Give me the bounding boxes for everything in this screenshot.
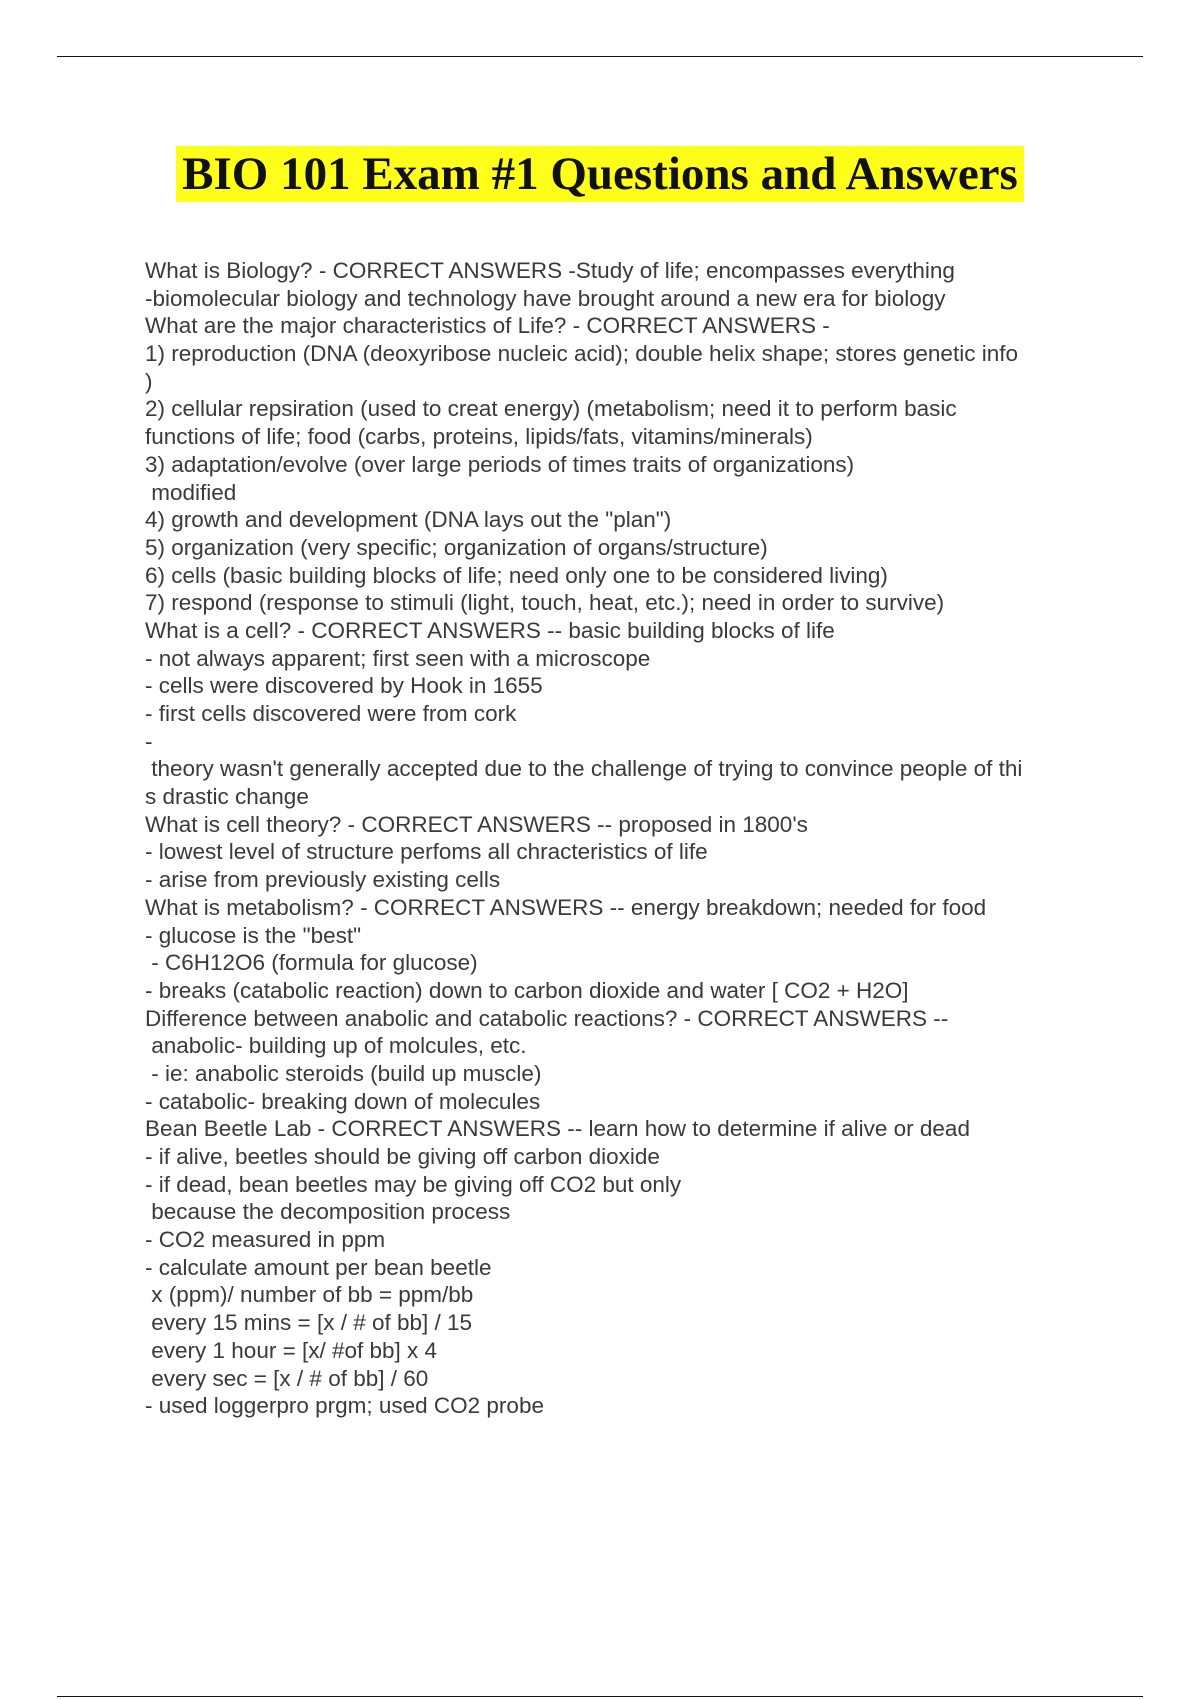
text-line: 7) respond (response to stimuli (light, touch, heat, etc.); need in order to survive)	[145, 590, 945, 616]
text-line: - C6H12O6 (formula for glucose)	[145, 950, 478, 976]
text-line: -	[145, 728, 153, 754]
text-line: - calculate amount per bean beetle	[145, 1254, 492, 1280]
text-line: -biomolecular biology and technology have brought around a new era for biology	[145, 285, 946, 311]
document-body	[145, 257, 1105, 1420]
text-line: - cells were discovered by Hook in 1655	[145, 673, 543, 699]
text-line: - catabolic- breaking down of molecules	[145, 1088, 541, 1114]
text-line: because the decomposition process	[145, 1199, 511, 1225]
text-line: What is Biology? - CORRECT ANSWERS -Study of life; encompasses everything	[145, 258, 955, 283]
text-line: What is a cell? - CORRECT ANSWERS -- basic building blocks of life	[145, 617, 835, 643]
text-line: s drastic change	[145, 784, 309, 810]
text-line: functions of life; food (carbs, proteins, lipids/fats, vitamins/minerals)	[145, 424, 813, 450]
text-line: 5) organization (very specific; organization of organs/structure)	[145, 534, 768, 560]
text-line: 6) cells (basic building blocks of life; need only one to be considered living)	[145, 562, 888, 588]
text-line: What are the major characteristics of Life? - CORRECT ANSWERS -	[145, 313, 830, 339]
text-line: - ie: anabolic steroids (build up muscle)	[145, 1060, 542, 1086]
text-line: every sec = [x / # of bb] / 60	[145, 1365, 429, 1391]
text-line: anabolic- building up of molcules, etc.	[145, 1033, 527, 1059]
text-line: 4) growth and development (DNA lays out the "plan")	[145, 507, 672, 533]
text-line: x (ppm)/ number of bb = ppm/bb	[145, 1282, 474, 1308]
text-line: - not always apparent; first seen with a microscope	[145, 645, 651, 671]
title-container	[0, 146, 1200, 202]
text-line: - glucose is the "best"	[145, 922, 362, 948]
text-line: 1) reproduction (DNA (deoxyribose nucleic acid); double helix shape; stores genetic info	[145, 341, 1018, 367]
page-title: BIO 101 Exam #1 Questions and Answers	[176, 146, 1024, 202]
text-line: - breaks (catabolic reaction) down to carbon dioxide and water [ CO2 + H2O]	[145, 977, 909, 1003]
text-line: - used loggerpro prgm; used CO2 probe	[145, 1393, 544, 1419]
text-line: theory wasn't generally accepted due to the challenge of trying to convince people of thi	[145, 756, 1023, 782]
text-line: )	[145, 368, 153, 394]
text-line: - if alive, beetles should be giving off carbon dioxide	[145, 1144, 660, 1169]
top-rule	[57, 56, 1143, 57]
text-line: 2) cellular repsiration (used to creat energy) (metabolism; need it to perform basic	[145, 396, 957, 422]
text-line: modified	[145, 479, 237, 505]
text-line: every 1 hour = [x/ #of bb] x 4	[145, 1337, 438, 1363]
text-line: - first cells discovered were from cork	[145, 701, 517, 726]
text-line: every 15 mins = [x / # of bb] / 15	[145, 1310, 473, 1336]
text-line: 3) adaptation/evolve (over large periods of times traits of organizations)	[145, 451, 855, 477]
text-line: - if dead, bean beetles may be giving off CO2 but only	[145, 1171, 682, 1197]
text-line: - CO2 measured in ppm	[145, 1227, 386, 1253]
text-line: Bean Beetle Lab - CORRECT ANSWERS -- learn how to determine if alive or dead	[145, 1116, 970, 1142]
text-line: What is cell theory? - CORRECT ANSWERS -- proposed in 1800's	[145, 811, 808, 837]
bottom-rule	[57, 1696, 1143, 1697]
text-line: - arise from previously existing cells	[145, 867, 501, 893]
text-line: Difference between anabolic and catabolic reactions? - CORRECT ANSWERS --	[145, 1005, 949, 1031]
text-line: What is metabolism? - CORRECT ANSWERS -- energy breakdown; needed for food	[145, 894, 987, 920]
text-line: - lowest level of structure perfoms all chracteristics of life	[145, 839, 708, 865]
